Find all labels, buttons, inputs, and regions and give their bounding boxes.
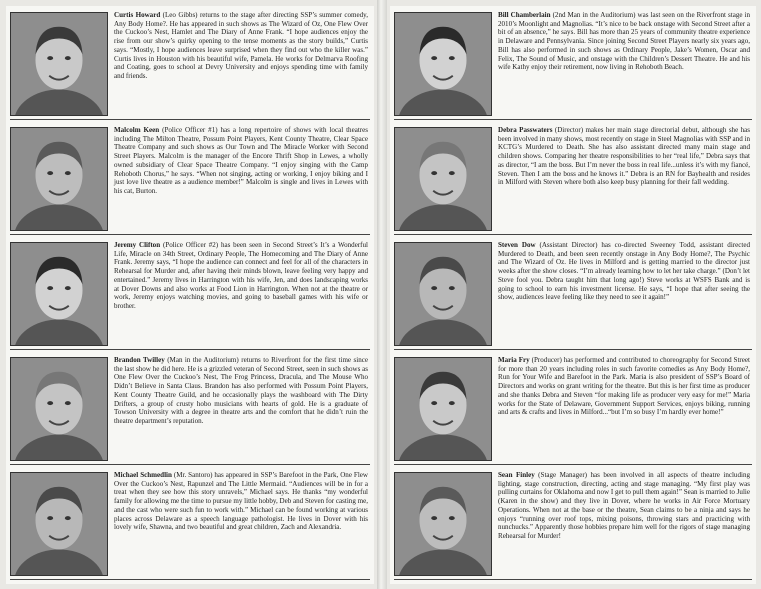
cast-name: Debra Passwaters	[498, 126, 553, 134]
bio-text	[492, 468, 752, 579]
bio-body: has been seen in Second Street’s It’s a Wonderful Life, Miracle on 34th Street, Ordinary People, The Homecoming and The Diary of Anne Frank. Jeremy says, “I hope the audience can connect and feel for all of the characters in Rehearsal for Murder and, after having their minds blown, leave feeling very happy and entertained.” Jeremy lives in Harrington with his wife, Jen, and does landscaping works at Dover Downs and also works at Food Lion in Harrington. When not at the theatre or work, Jeremy enjoys watching movies, and going to baseball games with his wife or brother.	[114, 241, 369, 311]
bio-body: has co-directed Sweeney Todd, assistant directed Murdered to Death, and been seen recently onstage in Any Body Home?, The Psychic and The Wizard of Oz. He lives in Milford and is getting married to the director just weeks after the show closes. “I’m already learning how to let her take charge.” (Don’t let Steve fool you. Debra taught him that long ago!) Steve works at WSFS Bank and is going to school to earn his investment license. He says, “I hope that after seeing the show, audiences leave feeling like they need to see it again!”	[498, 241, 750, 302]
headshot-photo	[10, 127, 108, 231]
bio-entry	[394, 238, 752, 350]
bio-entry	[394, 353, 752, 465]
bio-text	[492, 8, 752, 119]
headshot-photo	[10, 242, 108, 346]
headshot-photo	[10, 357, 108, 461]
headshot-photo	[394, 242, 492, 346]
cast-role: (2nd Man in the Auditorium)	[550, 11, 638, 19]
bio-entry	[10, 8, 370, 120]
bio-entry	[10, 468, 370, 580]
headshot-photo	[10, 472, 108, 576]
cast-name: Jeremy Clifton	[114, 241, 161, 249]
bio-body: has been involved in all aspects of theatre including lighting, stage construction, directing, acting and stage managing. “My first play was pulling curtains for Oklahoma and now I get to pull them again!” Sean is married to Julie (Karen in the show) and they live in Dover, where he works in Air Force Mortuary Operations. When not at the base or the theatre, Sean claims to be a ninja and says he enjoys “running over roof tops, mixing poisons, throwing stars and practicing with nunchucks.” Apparently those hobbies prepare him well for the rigors of stage managing Rehearsal for Murder!	[498, 471, 750, 541]
headshot-photo	[394, 12, 492, 116]
bio-body: has performed and contributed to choreography for Second Street for more than 20 years including roles in such favorite comedies as Any Body Home?, Run for Your Wife and Barefoot in the Park. Maria is also president of SSP’s Board of Directors and works on grant writing for the theatre. But this is her first time as producer and she thanks Debra and Steven “for making life as producer very easy for me!” Maria works for the State of Delaware, Government Support Services, enjoys biking, running and arts & crafts and lives in Milford...“but I’m so busy I’m hardly ever home!”	[498, 356, 750, 417]
cast-name: Curtis Howard	[114, 11, 161, 19]
cast-role: (Stage Manager)	[534, 471, 591, 479]
cast-role: (Man in the Auditorium)	[164, 356, 242, 364]
bio-text	[108, 8, 370, 119]
cast-name: Brandon Twilley	[114, 356, 165, 364]
cast-name: Michael Schmedlin	[114, 471, 172, 479]
bio-text	[492, 238, 752, 349]
bio-text	[492, 353, 752, 464]
bio-body: was last seen on the Riverfront stage in 2010’s Moonlight and Magnolias. “It’s nice to be back onstage with Second Street after a bit of an absence,” he says. Bill has more than 25 years of community theatre experience in Delaware and Pennsylvania. Since joining Second Street Players nearly six years ago, Bill has also performed in such shows as Ordinary People, Jake’s Women, Oscar and Felix, The Sound of Music, and onstage with the Children’s Dessert Theatre. He and his wife Kathy enjoy their retirement, now living in Rehoboth Beach.	[498, 11, 750, 72]
page-gutter	[377, 0, 387, 589]
headshot-photo	[394, 472, 492, 576]
bio-body: has a long repertoire of shows with local theatres including The Milton Theatre, Possum Point Players, Kent County Theatre, Clear Space Theatre Company and such shows as Our Town and The Miracle Worker with Second Street Players. Malcolm is the manager of the Encore Thrift Shop in Lewes, a wholly owned subsidiary of Clear Space Theatre Company. “I enjoy singing with the Camp Rehoboth Chorus,” he says. “When not singing, acting or working, I enjoy biking and I just love live theatre as a audience member!” Malcolm is single and lives in Lewes with his cat, Burton.	[114, 126, 369, 196]
cast-role: (Producer)	[529, 356, 564, 364]
cast-name: Bill Chamberlain	[498, 11, 551, 19]
headshot-photo	[394, 357, 492, 461]
bio-entry	[10, 123, 370, 235]
headshot-photo	[10, 12, 108, 116]
bio-body: returns to the stage after directing SSP’s summer comedy, Any Body Home?. He has appeared in such shows as The Wizard of Oz, One Flew Over the Cuckoo’s Nest, Hamlet and The Diary of Anne Frank. “I hope audiences enjoy the rise from our show’s quirky opening to the tense moments as the story builds,” Curtis says. “Mostly, I hope audiences leave surprised when they find out who the killer was.” Curtis lives in Houston with his beautiful wife, Pamela. He works for Delmarva Roofing and Coating, goes to school at Devry University and enjoys spending time with family and friends.	[114, 11, 368, 81]
right-page	[390, 6, 756, 584]
cast-role: (Mr. Santoro)	[171, 471, 215, 479]
left-page	[6, 6, 374, 584]
cast-name: Steven Dow	[498, 241, 536, 249]
cast-role: (Leo Gibbs)	[160, 11, 200, 19]
cast-name: Maria Fry	[498, 356, 530, 364]
headshot-photo	[394, 127, 492, 231]
cast-name: Malcolm Keen	[114, 126, 160, 134]
cast-role: (Director)	[552, 126, 586, 134]
bio-entry	[10, 353, 370, 465]
bio-entry	[394, 8, 752, 120]
cast-role: (Assistant Director)	[535, 241, 602, 249]
cast-name: Sean Finley	[498, 471, 535, 479]
bio-text	[108, 353, 370, 464]
bio-text	[108, 238, 370, 349]
bio-text	[108, 123, 370, 234]
bio-body: has appeared in SSP’s Barefoot in the Park, One Flew Over the Cuckoo’s Nest, Rapunzel and The Little Mermaid. “Audiences will be in for a treat when they see how this story unravels,” Michael says. He thanks “my wonderful family for allowing me the time to pursue my little hobby, Deb and Steven for casting me, and the cast who were such fun to work with.” Michael can be found working at various places across Delaware as a speech language pathologist. He lives in Dover with his lovely wife, Shawna, and two beautiful and great children, Zach and Alexandria.	[114, 471, 368, 532]
bio-entry	[10, 238, 370, 350]
bio-entry	[394, 468, 752, 580]
cast-role: (Police Officer #2)	[160, 241, 221, 249]
bio-body: returns to Riverfront for the first time since the last show he did here. He is a grizzled veteran of Second Street, seen in such shows as One Flew Over the Cuckoo’s Nest, The Frog Princess, Dracula, and The Mouse Who Didn’t Believe in Santa Claus. Brandon has also performed with Possum Point Players, Kent County Theatre Guild, and he occasionally plays the washboard with The Dirty Drifters, a group of crusty hobo musicians with hearts of gold. He is a graduate of Towson University with a degree in theatre arts and the comfort that he didn’t ruin the theatre department’s reputation.	[114, 356, 368, 426]
bio-text	[492, 123, 752, 234]
bio-body: makes her main stage directorial debut, although she has been involved in many shows, most recently on stage in Steel Magnolias with SSP and in KCTG’s Murdered to Death. She has also assistant directed many main stage and children shows. Comparing her theatre responsibilities to her “real life,” Debra says that as director, “I am the boss. But I’m never the boss in real life...unless it’s with my fiancé, Steven. Then I am the boss and he knows it.” Debra is an RN for Bayhealth and resides in Milford with Steven where both also keep busy planning for their fall wedding.	[498, 126, 751, 187]
cast-role: (Police Officer #1)	[159, 126, 221, 134]
bio-entry	[394, 123, 752, 235]
bio-text	[108, 468, 370, 579]
